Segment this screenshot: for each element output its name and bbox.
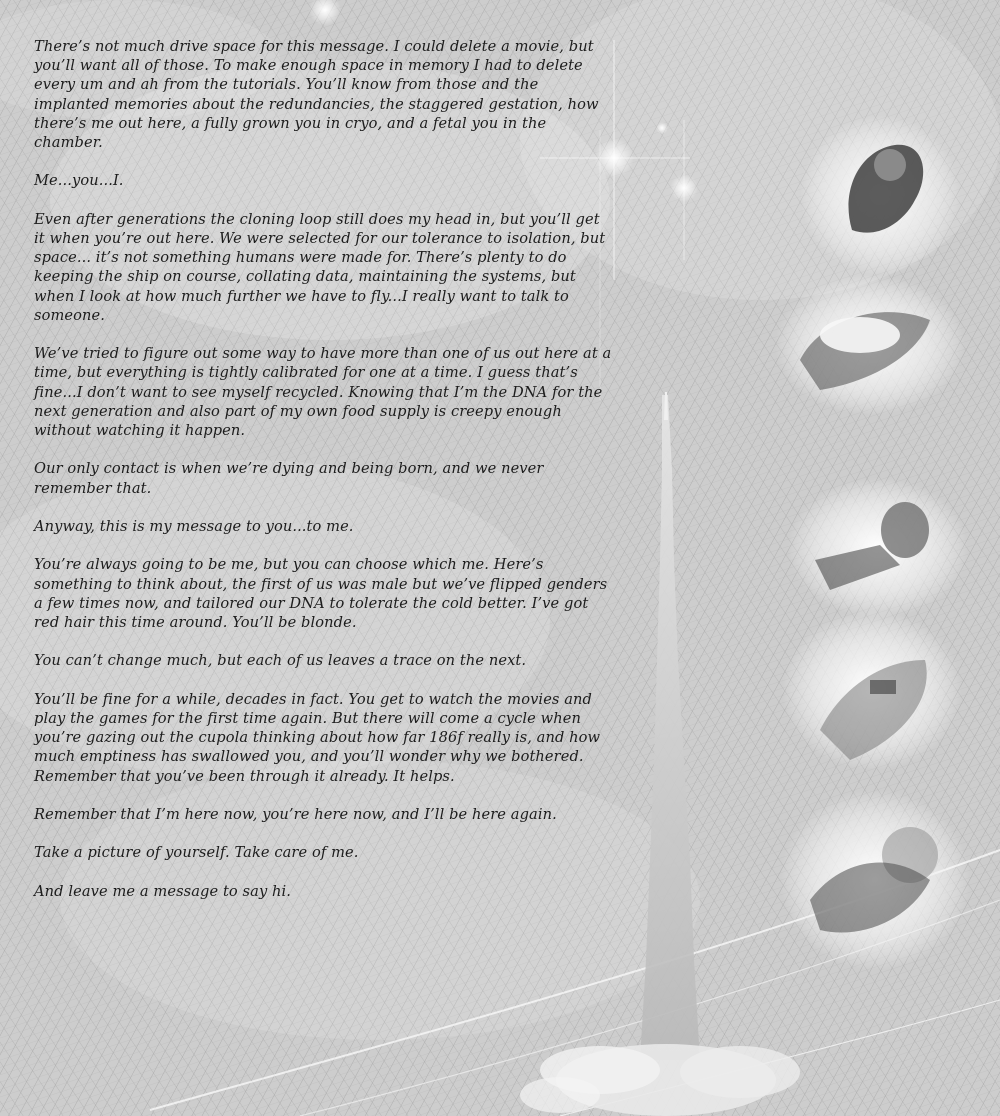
face-vignette: [775, 275, 965, 415]
letter-paragraph: Me...you...I.: [34, 172, 124, 190]
spacesuit-vignette: [782, 610, 962, 770]
letter-paragraph: And leave me a message to say hi.: [34, 882, 292, 900]
letter-paragraph: Take a picture of yourself. Take care of me.: [34, 844, 359, 862]
fetus-vignette: [800, 115, 960, 275]
handwritten-letter: [34, 37, 614, 920]
letter-paragraph: Even after generations the cloning loop still does my head in, but you’ll get it when you’re out here. We were selected for our tolerance to isolation, but space... it’s not something humans were made for. There’s plenty to do keeping the ship on course, collating data, maintaining the systems, but when I look at how much further we have to fly...I really want to talk to someone.: [34, 210, 606, 324]
cryo-figure-vignette: [780, 790, 970, 970]
letter-paragraph: Our only contact is when we’re dying and being born, and we never remember that.: [34, 460, 544, 497]
letter-paragraph: There’s not much drive space for this message. I could delete a movie, but you’ll want all of those. To make enough space in memory I had to delete every um and ah from the tutorials. You’ll know from those and the implanted memories about the redundancies, the staggered gestation, how there’s me out here, a fully grown you in cryo, and a fetal you in the chamber.: [34, 38, 599, 152]
letter-paragraph: You’ll be fine for a while, decades in fact. You get to watch the movies and play the games for the first time again. But there will come a cycle when you’re gazing out the cupola thinking about how far 186f really is, and how much emptiness has swallowed you, and you’ll wonder why we bothered. Remember that you’ve been through it already. It helps.: [34, 690, 601, 785]
letter-paragraph: Remember that I’m here now, you’re here now, and I’ll be here again.: [34, 805, 557, 823]
letter-paragraph: We’ve tried to figure out some way to have more than one of us out here at a time, but everything is tightly calibrated for one at a time. I guess that’s fine...I don’t want to see myself recycled. Knowing that I’m the DNA for the next generation and also part of my own food supply is creepy enough without watching it happen.: [34, 345, 612, 440]
letter-paragraph: You’re always going to be me, but you can choose which me. Here’s something to think about, the first of us was male but we’ve flipped genders a few times now, and tailored our DNA to tolerate the cold better. I’ve got red hair this time around. You’ll be blonde.: [34, 556, 608, 631]
letter-paragraph: Anyway, this is my message to you...to me.: [34, 518, 354, 535]
letter-paragraph: You can’t change much, but each of us leaves a trace on the next.: [34, 652, 527, 670]
astronaut-vignette: [788, 478, 968, 618]
